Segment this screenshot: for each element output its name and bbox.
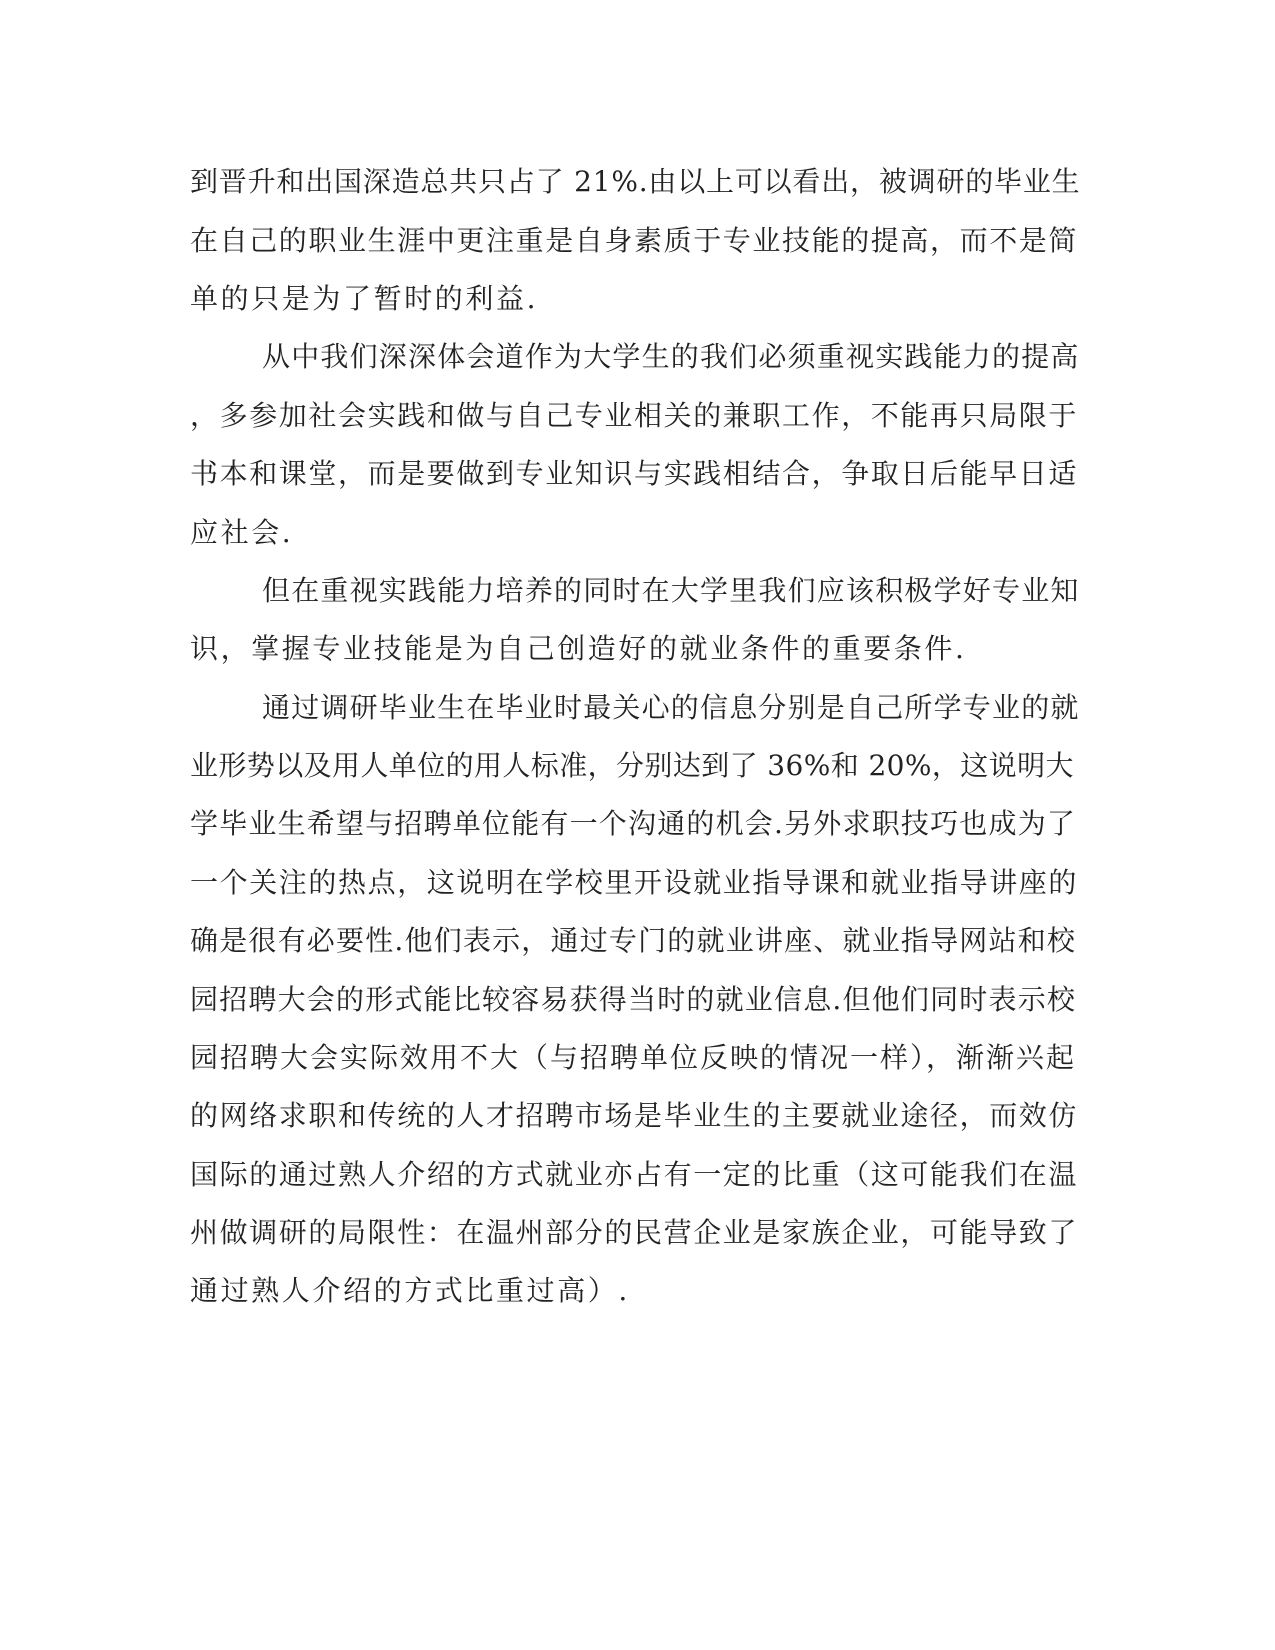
text-line: 确是很有必要性.他们表示，通过专门的就业讲座、就业指导网站和校: [190, 924, 1077, 957]
text-line: 应社会.: [190, 516, 294, 549]
text-line: 在自己的职业生涯中更注重是自身素质于专业技能的提高，而不是简: [190, 224, 1079, 257]
text-line: 识，掌握专业技能是为自己创造好的就业条件的重要条件.: [190, 632, 967, 665]
text-line: 业形势以及用人单位的用人标准，分别达到了 36%和 20%，这说明大: [190, 749, 1074, 782]
text-line: 的网络求职和传统的人才招聘市场是毕业生的主要就业途径，而效仿: [190, 1099, 1079, 1132]
text-line: 国际的通过熟人介绍的方式就业亦占有一定的比重（这可能我们在温: [190, 1158, 1079, 1191]
text-line: 通过熟人介绍的方式比重过高）.: [190, 1274, 630, 1307]
paragraph-first-line: 但在重视实践能力培养的同时在大学里我们应该积极学好专业知: [262, 574, 1080, 607]
paragraph-first-line: 从中我们深深体会道作为大学生的我们必须重视实践能力的提高: [262, 340, 1080, 373]
text-line: 园招聘大会的形式能比较容易获得当时的就业信息.但他们同时表示校: [190, 983, 1077, 1016]
paragraph-first-line: 通过调研毕业生在毕业时最关心的信息分别是自己所学专业的就: [262, 691, 1080, 724]
text-line: 单的只是为了暂时的利益.: [190, 282, 539, 315]
text-line: 学毕业生希望与招聘单位能有一个沟通的机会.另外求职技巧也成为了: [190, 807, 1077, 840]
text-line: 园招聘大会实际效用不大（与招聘单位反映的情况一样），渐渐兴起: [190, 1041, 1077, 1074]
text-line: 书本和课堂，而是要做到专业知识与实践相结合，争取日后能早日适: [190, 457, 1079, 490]
text-line: 到晋升和出国深造总共只占了 21%.由以上可以看出，被调研的毕业生: [190, 165, 1081, 198]
text-line: 一个关注的热点，这说明在学校里开设就业指导课和就业指导讲座的: [190, 866, 1079, 899]
text-line: ，多参加社会实践和做与自己专业相关的兼职工作，不能再只局限于: [190, 399, 1079, 432]
text-line: 州做调研的局限性：在温州部分的民营企业是家族企业，可能导致了: [190, 1216, 1079, 1249]
